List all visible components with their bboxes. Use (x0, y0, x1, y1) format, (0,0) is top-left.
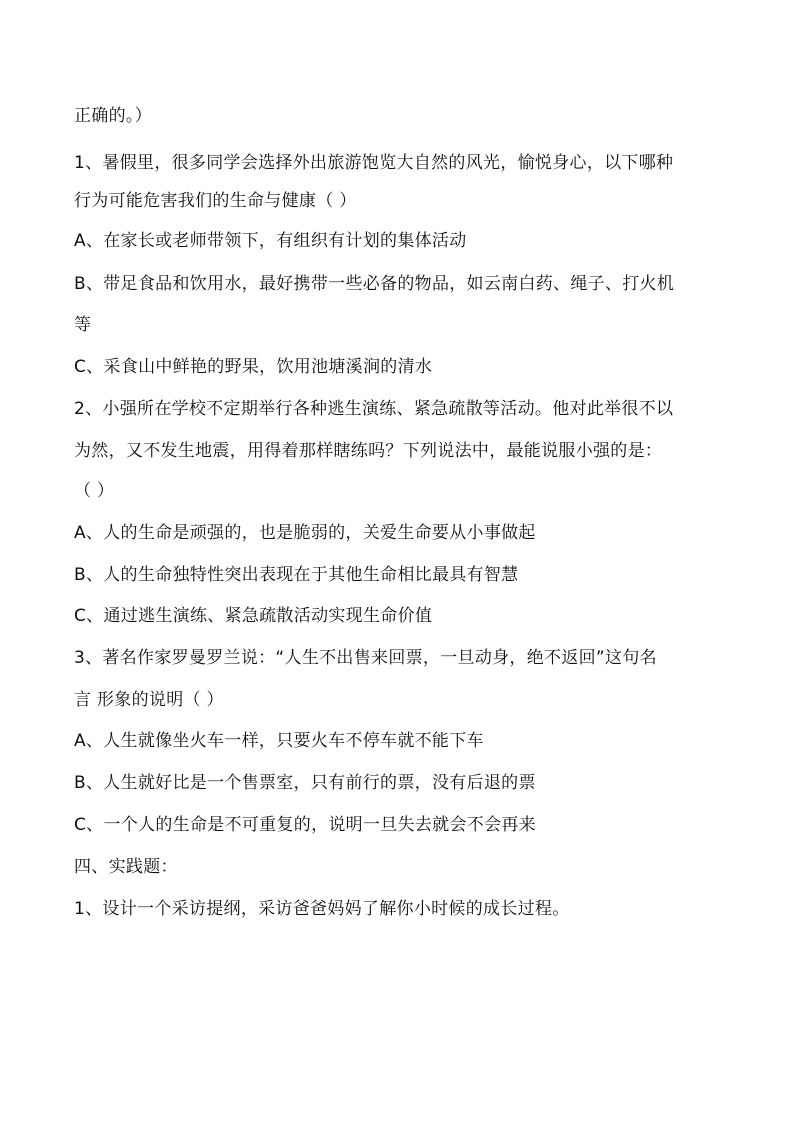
question-3-option-b: B、人生就好比是一个售票室，只有前行的票，没有后退的票 (74, 773, 536, 793)
question-1-option-a: A、在家长或老师带领下，有组织有计划的集体活动 (74, 231, 467, 251)
question-3-option-a: A、人生就像坐火车一样，只要火车不停车就不能下车 (74, 731, 484, 751)
section-heading-practice: 四、实践题： (74, 857, 178, 877)
question-1-line-2: 行为可能危害我们的生命与健康（ ） (74, 191, 357, 211)
text-line-continuation: 正确的。） (74, 106, 152, 126)
question-3-option-c: C、一个人的生命是不可重复的，说明一旦失去就会不会再来 (74, 815, 536, 835)
question-3-line-2: 言 形象的说明（ ） (74, 690, 224, 710)
question-1-line-1: 1、暑假里，很多同学会选择外出旅游饱览大自然的风光，愉悦身心，以下哪种 (74, 153, 674, 173)
question-3-line-1: 3、著名作家罗曼罗兰说：“人生不出售来回票，一旦动身，绝不返回”这句名 (74, 648, 657, 668)
question-2-option-c: C、通过逃生演练、紧急疏散活动实现生命价值 (74, 606, 433, 626)
question-1-option-b-line-1: B、带足食品和饮用水，最好携带一些必备的物品，如云南白药、绳子、打火机 (74, 274, 675, 294)
practice-question-1: 1、设计一个采访提纲，采访爸爸妈妈了解你小时候的成长过程。 (74, 899, 570, 919)
question-2-option-b: B、人的生命独特性突出表现在于其他生命相比最具有智慧 (74, 565, 519, 585)
question-2-option-a: A、人的生命是顽强的，也是脆弱的，关爱生命要从小事做起 (74, 523, 536, 543)
question-2-line-1: 2、小强所在学校不定期举行各种逃生演练、紧急疏散等活动。他对此举很不以 (74, 399, 674, 419)
question-1-option-c: C、采食山中鲜艳的野果，饮用池塘溪涧的清水 (74, 357, 433, 377)
question-1-option-b-line-2: 等 (74, 315, 92, 335)
question-2-line-2: 为然，又不发生地震，用得着那样瞎练吗？下列说法中，最能说服小强的是： (74, 441, 663, 461)
question-2-line-3: （ ） (74, 481, 115, 501)
